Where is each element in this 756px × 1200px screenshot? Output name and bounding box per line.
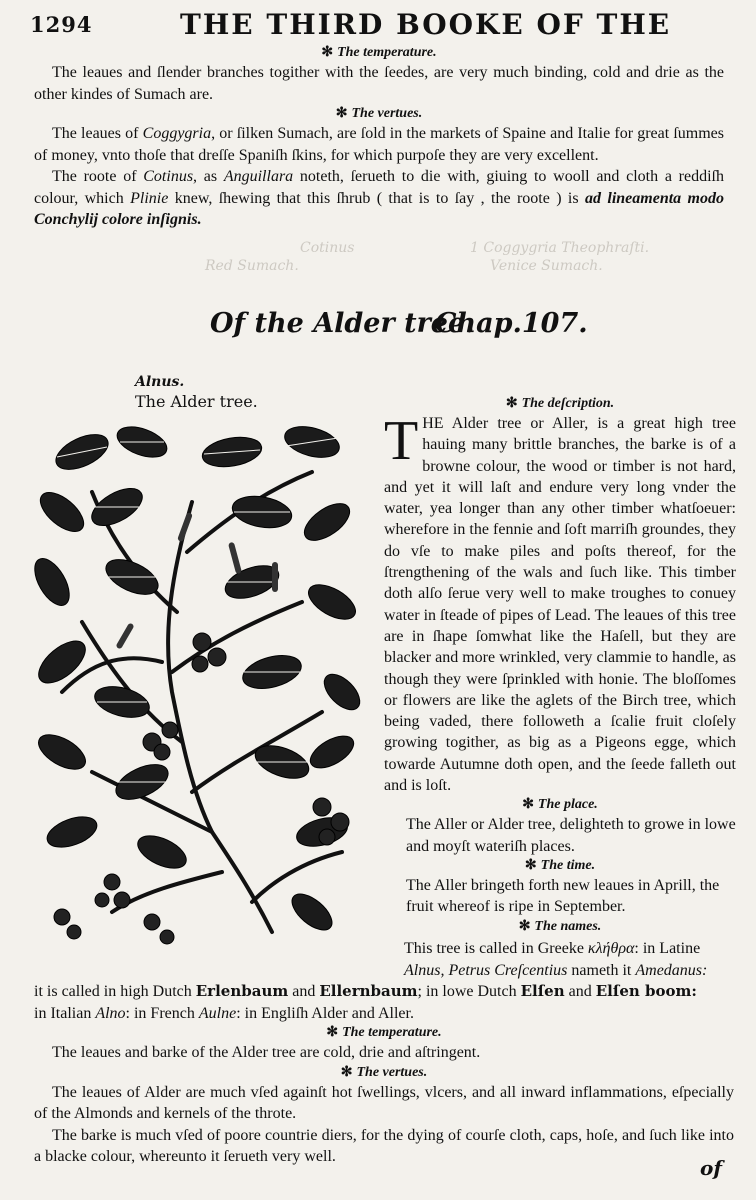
temperature-heading: ✻ The temperature. xyxy=(326,1025,442,1040)
fleuron-icon: ✻ xyxy=(335,106,348,121)
fleuron-icon: ✻ xyxy=(522,797,534,813)
place-heading: ✻ The place. xyxy=(522,797,598,813)
fleuron-icon: ✻ xyxy=(321,45,334,60)
temperature-text: The leaues and barke of the Alder tree are cold, drie and aſtringent. xyxy=(52,1044,481,1061)
alder-tree-woodcut-illustration xyxy=(22,412,362,957)
show-through-text: Cotinus xyxy=(300,240,355,256)
vertues-heading: ✻ The vertues. xyxy=(340,1064,428,1080)
page-header xyxy=(30,8,730,42)
vertues-paragraph-1: The leaues of Alder are much vſed againſt hot ſwellings, vlcers, and all inward inflammations, eſpecially of the Almonds and kernels of the throte. xyxy=(34,1083,734,1122)
chapter-heading xyxy=(210,308,730,339)
running-title: THE THIRD BOOKE OF THE xyxy=(180,8,672,41)
prev-vertues-paragraph-1: The leaues of Coggygria, or ſilken Sumach, are ſold in the markets of Spaine and Italie for great ſummes of money, vnto thoſe that dreſſe Spaniſh ſkins, for which purpoſe they are very excellent. xyxy=(34,125,724,164)
figure-caption xyxy=(135,372,258,412)
fleuron-icon: ✻ xyxy=(524,857,537,873)
names-section xyxy=(34,938,734,1168)
description-heading: ✻ The deſcription. xyxy=(505,396,615,411)
fleuron-icon: ✻ xyxy=(326,1025,339,1040)
chapter-number: Chap.107. xyxy=(435,308,588,339)
place-text: The Aller or Alder tree, delighteth to growe in lowe and moyſt wateriſh places. xyxy=(406,816,736,855)
names-line-3: it is called in high Dutch Erlenbaum and Ellernbaum; in lowe Dutch Elſen and Elſen boom: xyxy=(34,982,697,1000)
fleuron-icon: ✻ xyxy=(505,396,518,411)
prev-temperature-heading: ✻ The temperature. xyxy=(321,45,437,60)
show-through-text: 1 Coggygria Theophraſti. xyxy=(470,240,650,256)
time-text: The Aller bringeth forth new leaues in Aprill, the fruit whereof is ripe in September. xyxy=(406,876,720,916)
names-line-4: in Italian Alno: in French Aulne: in Engliſh Alder and Aller. xyxy=(34,1004,414,1022)
previous-chapter-section xyxy=(34,44,724,231)
names-line-1: This tree is called in Greeke κλήθρα: in Latine xyxy=(404,940,701,957)
names-heading: ✻ The names. xyxy=(518,918,602,934)
description-text: THE Alder tree or Aller, is a great high tree hauing many brittle branches, the barke is of a browne colour, the wood or timber is not hard, and yet it will laſt and endure very long vnder the water, yea longer than any other timber whatſoeuer: wherefore in the fennie and ſoft marriſh groundes, they do vſe to make piles and poſts thereof, for the ſtrengthening of the wals and ſuch like. This timber doth alſo ſerue very well to make troughes to conuey water in ſteade of pipes of Lead. The leaues of this tree are in ſhape ſomwhat like the Haſell, but they are blacker and more wrinkled, very clammie to handle, as though they were ſprinkled with honie. The bloſſomes or flowers are like the aglets of the Birch tree, which being vaded, there followeth a ſcalie fruit cloſely growing togither, as big as a Pigeons egge, which towarde Autumne doth open, and the ſeede falleth out and is loſt. xyxy=(384,410,736,795)
fleuron-icon: ✻ xyxy=(340,1064,353,1080)
page-number: 1294 xyxy=(30,12,93,37)
prev-vertues-paragraph-2: The roote of Cotinus, as Anguillara noteth, ſerueth to die with, giuing to wooll and cloth a reddiſh colour, which Plinie knew, ſhewing that this ſhrub ( that is to ſay , the roote ) is ad lineamenta modo Conchylij colore inſignis. xyxy=(34,168,725,228)
figure-common-name: The Alder tree. xyxy=(135,392,258,411)
show-through-text: Red Sumach. xyxy=(205,258,299,274)
time-heading: ✻ The time. xyxy=(524,857,596,873)
figure-latin-name: Alnus. xyxy=(135,374,185,390)
vertues-paragraph-2: The barke is much vſed of poore countrie diers, for the dying of courſe cloth, caps, hoſe, and ſuch like into a blacke colour, whereunto it ſerueth very well. xyxy=(34,1126,734,1165)
prev-vertues-heading: ✻ The vertues. xyxy=(335,106,423,121)
fleuron-icon: ✻ xyxy=(518,918,531,934)
catchword: of xyxy=(700,1156,722,1180)
prev-temperature-text: The leaues and ſlender branches togither with the ſeedes, are very much binding, cold and drie as the other kindes of Sumach are. xyxy=(34,64,724,103)
drop-cap: T xyxy=(384,410,419,472)
chapter-title: Of the Alder tree. xyxy=(210,308,475,339)
names-line-2: Alnus, Petrus Creſcentius nameth it Amedanus: xyxy=(404,961,708,979)
description-column xyxy=(384,395,736,936)
show-through-text: Venice Sumach. xyxy=(490,258,603,274)
